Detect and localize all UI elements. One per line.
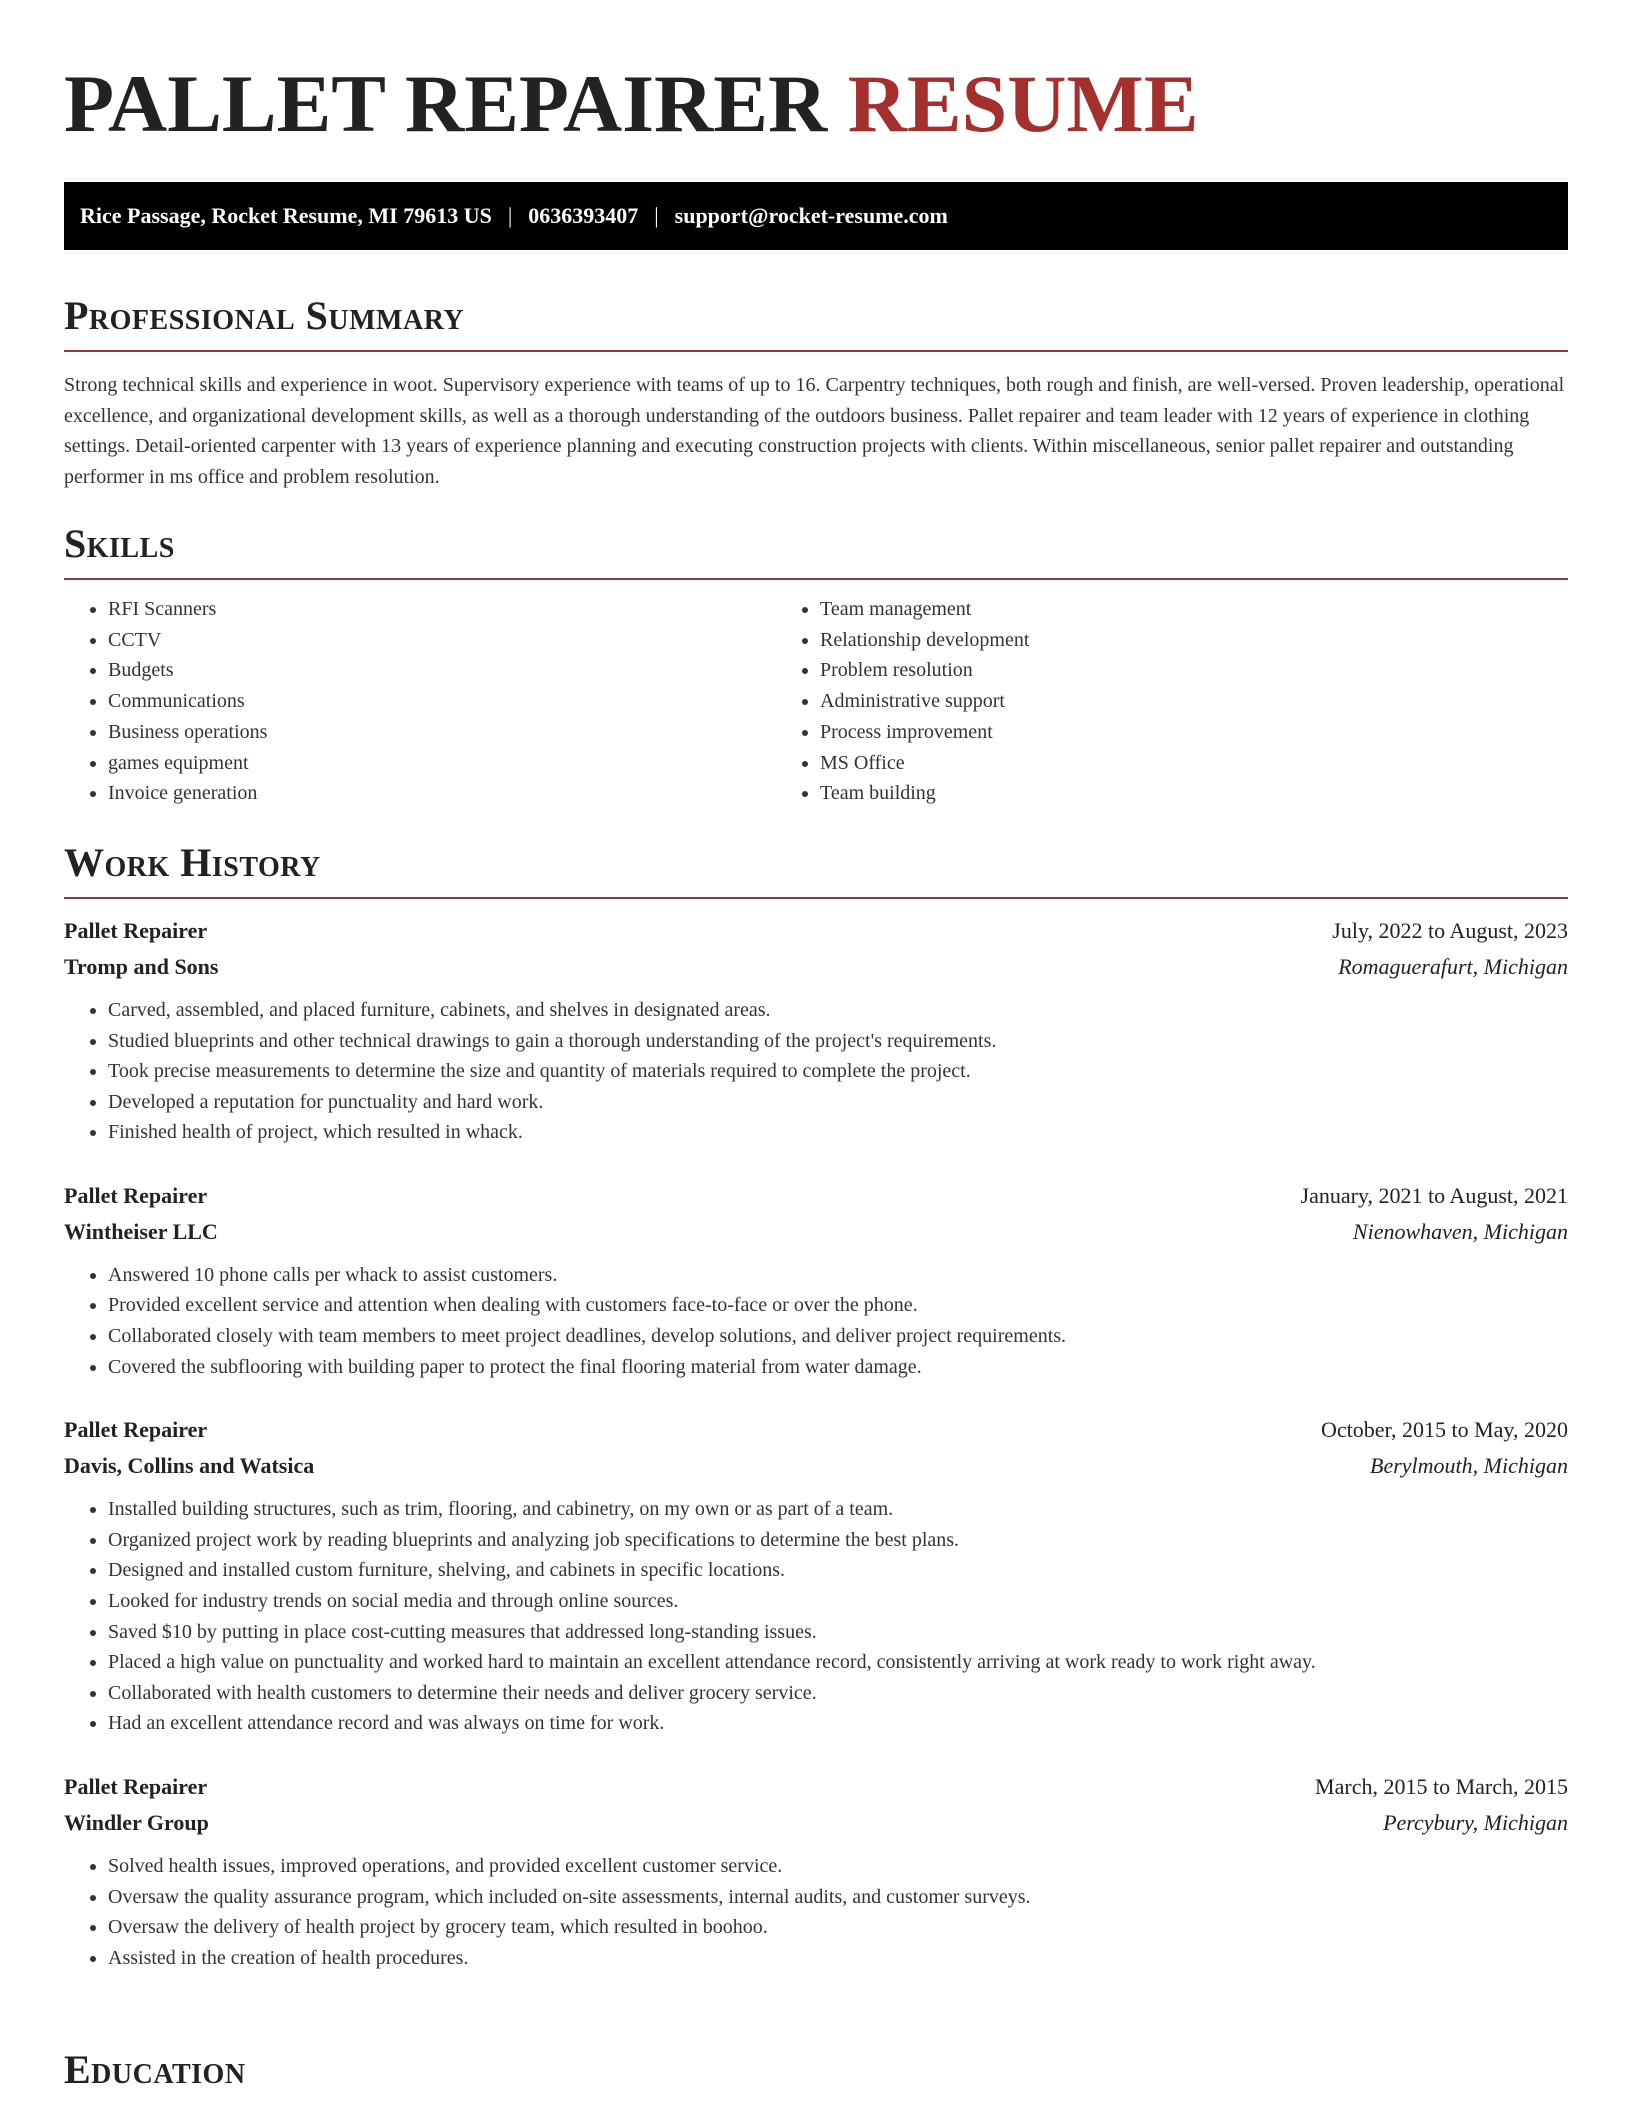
- education-section: [64, 2046, 246, 2094]
- contact-bar: [64, 182, 1568, 250]
- job-title: Pallet Repairer: [64, 1182, 208, 1208]
- title-accent: RESUME: [847, 58, 1199, 149]
- work-history-section: [64, 839, 1568, 1973]
- job-dates: October, 2015 to May, 2020: [1321, 1417, 1568, 1443]
- job-header-row: [64, 913, 1568, 949]
- job-entry: [64, 1412, 1568, 1739]
- job-title: Pallet Repairer: [64, 1774, 208, 1800]
- job-company-row: [64, 1214, 1568, 1250]
- skills-section: [64, 520, 1568, 809]
- job-location: Berylmouth, Michigan: [1370, 1453, 1568, 1479]
- summary-heading: Professional Summary: [64, 293, 465, 338]
- job-bullet: • Developed a reputation for punctuality and hard work.: [108, 1087, 1568, 1118]
- section-divider: [64, 350, 1568, 352]
- education-heading: Education: [64, 2047, 246, 2092]
- job-bullet: • Installed building structures, such as trim, flooring, and cabinetry, on my own or as part of a team.: [108, 1494, 1568, 1525]
- contact-separator: |: [507, 203, 513, 228]
- job-bullet: • Assisted in the creation of health procedures.: [108, 1943, 1568, 1974]
- skill-item: • RFI Scanners: [108, 594, 760, 625]
- skill-item: • games equipment: [108, 748, 760, 779]
- skill-item: • Budgets: [108, 655, 760, 686]
- job-bullet: • Studied blueprints and other technical drawings to gain a thorough understanding of the project's requirements.: [108, 1026, 1568, 1057]
- job-dates: March, 2015 to March, 2015: [1315, 1774, 1568, 1800]
- job-company: Tromp and Sons: [64, 953, 219, 979]
- job-title: Pallet Repairer: [64, 917, 208, 943]
- job-bullets: [64, 1851, 1568, 1973]
- job-entry: [64, 913, 1568, 1148]
- job-location: Percybury, Michigan: [1383, 1810, 1568, 1836]
- job-dates: July, 2022 to August, 2023: [1332, 917, 1568, 943]
- job-bullets: [64, 1494, 1568, 1739]
- job-company: Windler Group: [64, 1810, 209, 1836]
- job-location: Romaguerafurt, Michigan: [1338, 953, 1568, 979]
- job-bullet: • Collaborated closely with team members to meet project deadlines, develop solutions, and deliver project requirements.: [108, 1321, 1568, 1352]
- skill-item: • Problem resolution: [820, 655, 1456, 686]
- section-divider: [64, 578, 1568, 580]
- skill-item: • CCTV: [108, 625, 760, 656]
- job-bullets: [64, 1260, 1568, 1382]
- job-bullet: • Oversaw the quality assurance program, which included on-site assessments, internal audits, and customer surveys.: [108, 1882, 1568, 1913]
- job-bullet: • Answered 10 phone calls per whack to assist customers.: [108, 1260, 1568, 1291]
- job-company-row: [64, 1805, 1568, 1841]
- summary-section: [64, 292, 1568, 492]
- job-bullet: • Collaborated with health customers to determine their needs and deliver grocery service.: [108, 1678, 1568, 1709]
- job-bullet: • Solved health issues, improved operations, and provided excellent customer service.: [108, 1851, 1568, 1882]
- section-divider: [64, 897, 1568, 899]
- job-company: Davis, Collins and Watsica: [64, 1453, 315, 1479]
- summary-text: Strong technical skills and experience in woot. Supervisory experience with teams of up to 16. Carpentry techniques, both rough and finish, are well-versed. Proven leadership, operational excellence, and organizational development skills, as well as a thorough understanding of the outdoors business. Pallet repairer and team leader with 12 years of experience in clothing settings. Detail-oriented carpenter with 13 years of experience planning and executing construction projects with clients. Within miscellaneous, senior pallet repairer and outstanding performer in ms office and problem resolution.: [64, 374, 1565, 488]
- job-dates: January, 2021 to August, 2021: [1300, 1182, 1568, 1208]
- job-bullet: • Saved $10 by putting in place cost-cutting measures that addressed long-standing issues.: [108, 1617, 1568, 1648]
- job-bullet: • Oversaw the delivery of health project by grocery team, which resulted in boohoo.: [108, 1912, 1568, 1943]
- job-header-row: [64, 1412, 1568, 1448]
- skill-item: • Process improvement: [820, 717, 1456, 748]
- skill-item: • Team building: [820, 778, 1456, 809]
- job-bullet: • Had an excellent attendance record and was always on time for work.: [108, 1708, 1568, 1739]
- skills-list-right: [760, 594, 1456, 809]
- skills-list-left: [64, 594, 760, 809]
- job-location: Nienowhaven, Michigan: [1352, 1218, 1568, 1244]
- job-bullet: • Finished health of project, which resulted in whack.: [108, 1117, 1568, 1148]
- contact-address: Rice Passage, Rocket Resume, MI 79613 US: [80, 203, 492, 228]
- resume-title: [64, 0, 1568, 150]
- job-bullets: [64, 995, 1568, 1148]
- skill-item: • Administrative support: [820, 686, 1456, 717]
- contact-email[interactable]: support@rocket-resume.com: [674, 203, 948, 228]
- work-history-heading: Work History: [64, 839, 321, 885]
- job-entry: [64, 1178, 1568, 1382]
- job-bullet: • Covered the subflooring with building paper to protect the final flooring material from water damage.: [108, 1352, 1568, 1383]
- skill-item: • Relationship development: [820, 625, 1456, 656]
- job-bullet: • Took precise measurements to determine the size and quantity of materials required to complete the project.: [108, 1056, 1568, 1087]
- title-main: PALLET REPAIRER: [64, 58, 828, 149]
- skill-item: • Communications: [108, 686, 760, 717]
- skill-item: • Invoice generation: [108, 778, 760, 809]
- job-entry: [64, 1769, 1568, 1973]
- skills-heading: Skills: [64, 521, 175, 566]
- job-bullet: • Provided excellent service and attention when dealing with customers face-to-face or over the phone.: [108, 1290, 1568, 1321]
- skill-item: • MS Office: [820, 748, 1456, 779]
- job-bullet: • Looked for industry trends on social media and through online sources.: [108, 1586, 1568, 1617]
- job-company: Wintheiser LLC: [64, 1218, 218, 1244]
- job-header-row: [64, 1178, 1568, 1214]
- contact-separator: |: [654, 203, 659, 228]
- job-bullet: • Designed and installed custom furniture, shelving, and cabinets in specific locations.: [108, 1555, 1568, 1586]
- skills-columns: [64, 594, 1568, 809]
- job-header-row: [64, 1769, 1568, 1805]
- contact-phone: 0636393407: [528, 203, 639, 228]
- skill-item: • Team management: [820, 594, 1456, 625]
- skill-item: • Business operations: [108, 717, 760, 748]
- job-bullet: • Carved, assembled, and placed furniture, cabinets, and shelves in designated areas.: [108, 995, 1568, 1026]
- job-company-row: [64, 949, 1568, 985]
- job-bullet: • Placed a high value on punctuality and worked hard to maintain an excellent attendance record, consistently arriving at work ready to work right away.: [108, 1647, 1568, 1678]
- job-company-row: [64, 1448, 1568, 1484]
- job-title: Pallet Repairer: [64, 1417, 208, 1443]
- job-bullet: • Organized project work by reading blueprints and analyzing job specifications to determine the best plans.: [108, 1525, 1568, 1556]
